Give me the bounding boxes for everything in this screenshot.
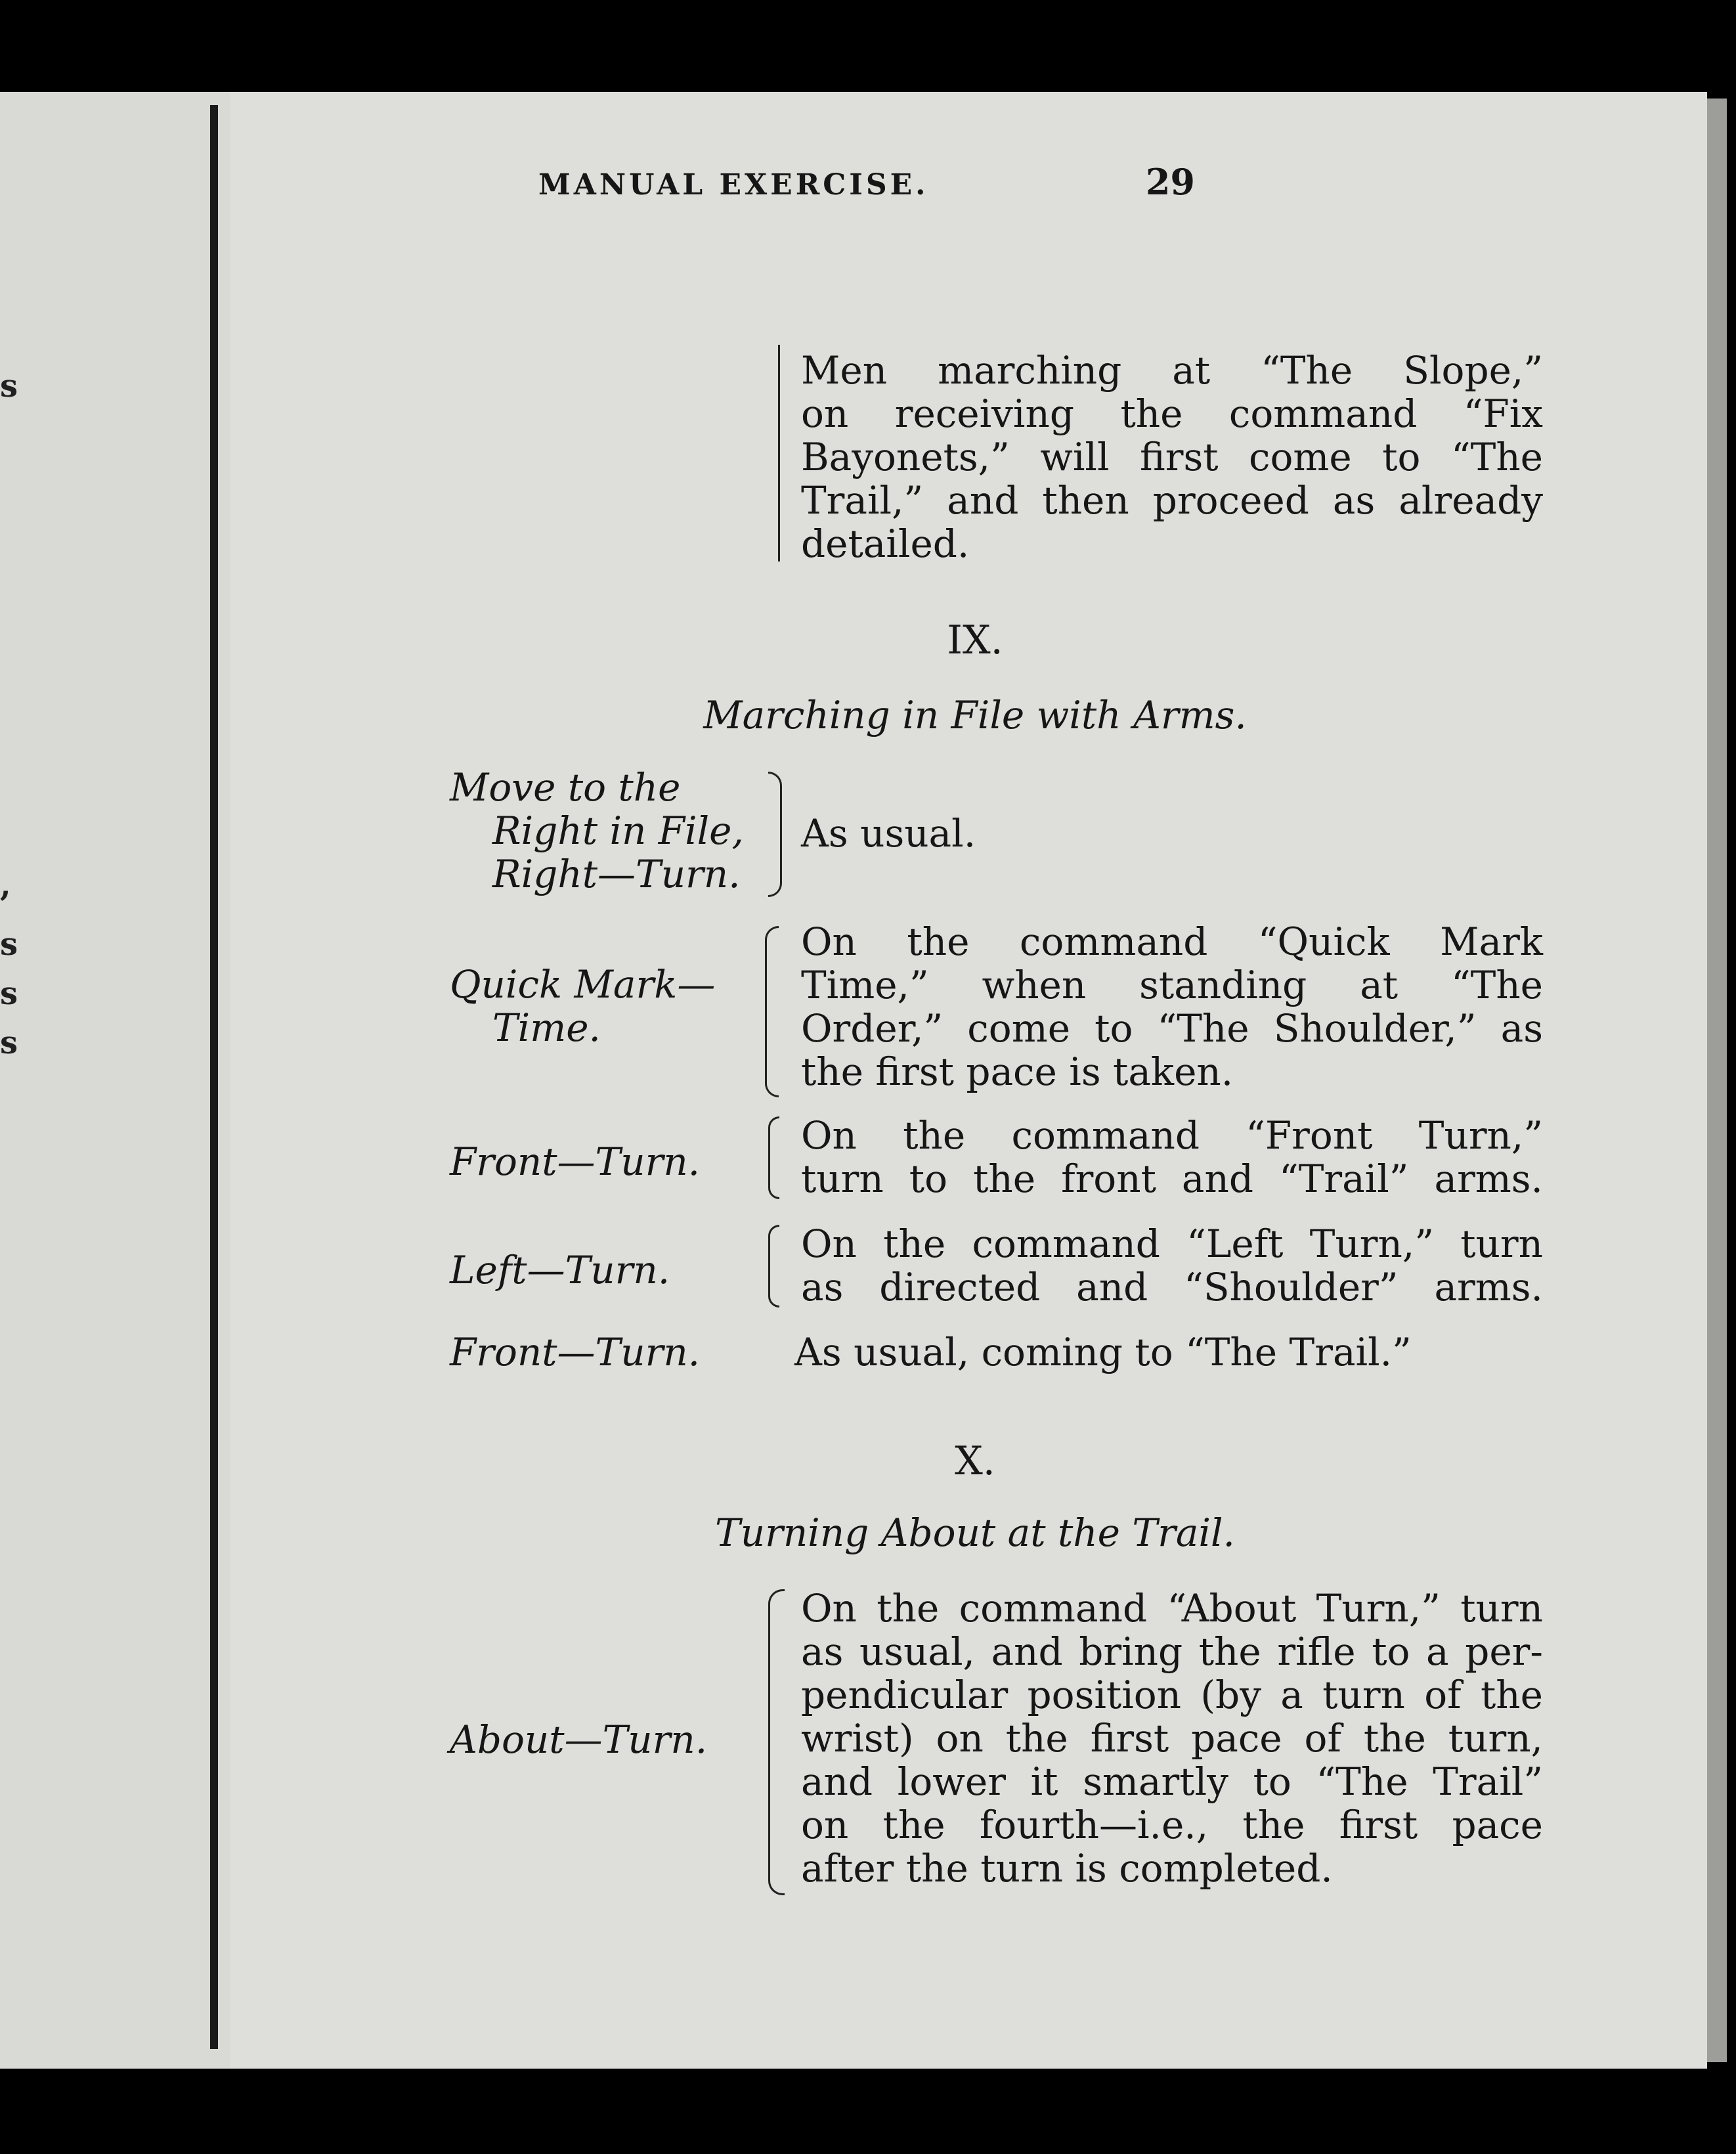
command-line: Front—Turn. <box>450 1139 701 1184</box>
section-title: Marching in File with Arms. <box>703 693 1247 737</box>
command-line: Quick Mark— <box>450 962 716 1007</box>
instruction-line: wrist) on the first pace of the turn, <box>801 1716 1543 1761</box>
instruction-line: the first pace is taken. <box>801 1049 1234 1094</box>
brace <box>768 772 782 897</box>
page-header <box>538 161 1195 203</box>
instruction-line: On the command “Front Turn,” <box>801 1113 1543 1158</box>
instruction-line: As usual. <box>801 811 976 856</box>
page-number: 29 <box>1145 161 1195 203</box>
instruction-line: On the command “Left Turn,” turn <box>801 1221 1543 1266</box>
margin-fragment: s <box>0 975 18 1012</box>
brace <box>765 926 779 1097</box>
instruction-line: pendicular position (by a turn of the <box>801 1673 1543 1717</box>
intro-line: detailed. <box>801 521 970 566</box>
instruction-line: Time,” when standing at “The <box>801 963 1543 1007</box>
instruction-line: turn to the front and “Trail” arms. <box>801 1156 1543 1201</box>
instruction-line: as usual, and bring the rifle to a per- <box>801 1629 1543 1674</box>
brace <box>768 1225 779 1308</box>
section-numeral: IX. <box>947 617 1003 663</box>
command-line: Move to the <box>450 765 681 810</box>
command-line: Front—Turn. <box>450 1330 701 1374</box>
instruction-line: and lower it smartly to “The Trail” <box>801 1759 1543 1804</box>
margin-fragment: , <box>0 867 11 904</box>
intro-line: Bayonets,” will first come to “The <box>801 435 1543 479</box>
page-edge <box>1707 99 1727 2062</box>
command-line: Left—Turn. <box>450 1248 670 1292</box>
command-line: Right in File, <box>492 808 744 853</box>
instruction-line: On the command “Quick Mark <box>801 919 1543 964</box>
running-head: MANUAL EXERCISE. <box>538 168 929 202</box>
instruction-line: as directed and “Shoulder” arms. <box>801 1265 1543 1309</box>
margin-fragment: s <box>0 368 18 405</box>
margin-fragment: s <box>0 1024 18 1061</box>
brace <box>768 1116 779 1199</box>
intro-line: Men marching at “The Slope,” <box>801 348 1543 393</box>
section-numeral: X. <box>955 1438 995 1484</box>
instruction-line: Order,” come to “The Shoulder,” as <box>801 1006 1543 1051</box>
brace <box>768 1589 785 1895</box>
margin-fragment: s <box>0 926 18 963</box>
gutter-line <box>210 105 218 2049</box>
command-line: Right—Turn. <box>492 852 741 896</box>
command-line: About—Turn. <box>450 1717 708 1762</box>
instruction-line: on the fourth—i.e., the first pace <box>801 1803 1543 1847</box>
section-title: Turning About at the Trail. <box>715 1510 1235 1555</box>
margin-rule <box>778 345 780 561</box>
intro-line: Trail,” and then proceed as already <box>801 478 1543 523</box>
facing-page-edge <box>0 92 230 2069</box>
command-line: Time. <box>492 1005 601 1050</box>
instruction-line: On the command “About Turn,” turn <box>801 1586 1543 1631</box>
instruction-line: As usual, coming to “The Trail.” <box>794 1330 1412 1374</box>
intro-line: on receiving the command “Fix <box>801 391 1543 436</box>
instruction-line: after the turn is completed. <box>801 1846 1333 1891</box>
